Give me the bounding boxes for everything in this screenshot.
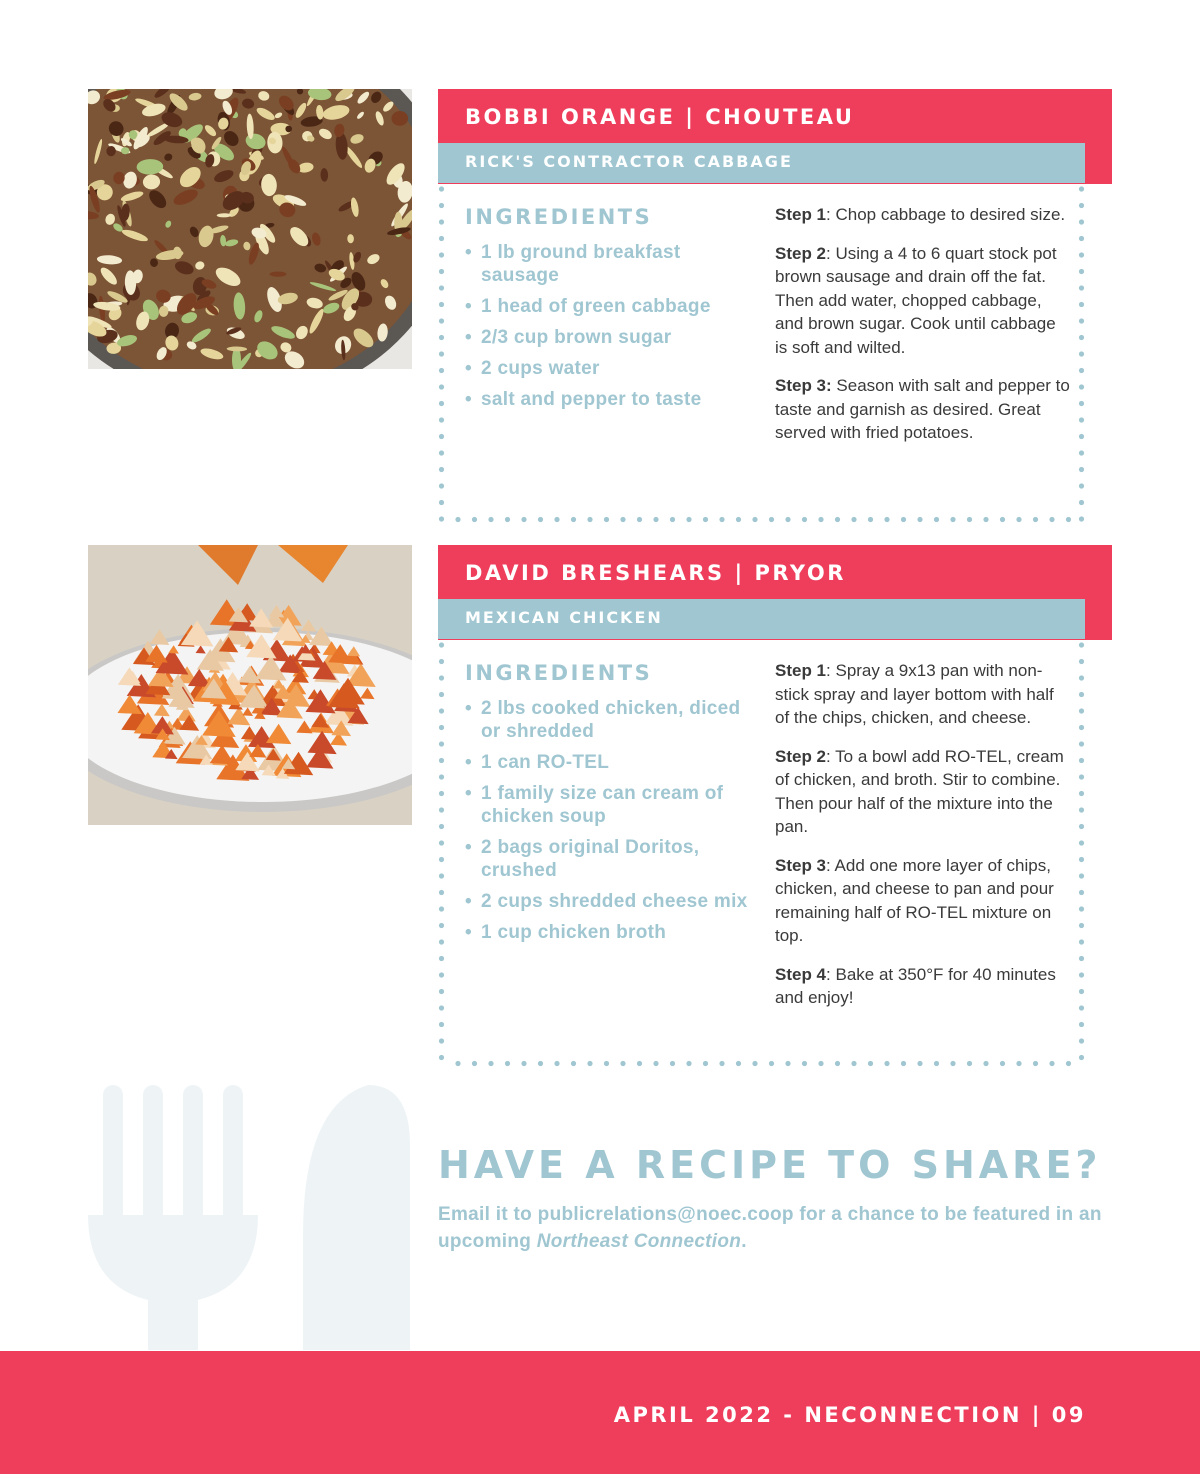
border-dot [521,1061,526,1066]
border-dot [901,517,906,522]
border-dot [1049,517,1054,522]
border-dot [488,517,493,522]
border-dot [917,1061,922,1066]
publication-name: Northeast Connection [536,1231,742,1252]
border-dot [538,1061,543,1066]
border-dot [1079,467,1084,472]
border-dot [1079,725,1084,730]
border-dot [1079,758,1084,763]
ingredient-item: • 2 bags original Doritos, crushed [465,837,700,881]
border-dot [1079,450,1084,455]
border-dot [1079,285,1084,290]
border-dot [439,1005,444,1010]
border-dot [439,791,444,796]
bullet-icon: • [465,837,472,858]
border-dot [1079,302,1084,307]
border-dot [505,517,510,522]
border-dot [884,517,889,522]
border-dot [1079,236,1084,241]
border-dot [1079,906,1084,911]
step-2: Step 2: To a bowl add RO-TEL, cream of chicken, and broth. Stir to combine. Then pour half of the mixture into the pan. [775,746,1064,836]
ingredient-item: • 1 family size can cream of chicken soup [465,783,724,827]
border-dot [719,1061,724,1066]
border-dot [1079,351,1084,356]
fork-and-knife-graphic [88,1085,418,1350]
steps-section [775,203,1070,460]
border-dot [439,939,444,944]
border-dot [1079,219,1084,224]
contributor-name: DAVID BRESHEARS | PRYOR [465,561,846,585]
border-dot [620,517,625,522]
border-dot [1079,516,1084,521]
page-folio: APRIL 2022 - NECONNECTION | 09 [613,1403,1086,1427]
border-dot [1033,517,1038,522]
border-dot [439,285,444,290]
border-dot [439,417,444,422]
border-dot [1079,1022,1084,1027]
border-dot [554,1061,559,1066]
border-dot [736,517,741,522]
recipe-card-2 [438,545,1112,1067]
border-dot [439,725,444,730]
border-dot [1000,1061,1005,1066]
ingredient-item: • 1 can RO-TEL [465,752,610,773]
border-dot [1079,1038,1084,1043]
border-dot [521,517,526,522]
border-dot [439,351,444,356]
border-dot [983,1061,988,1066]
border-dot [670,1061,675,1066]
border-dot [554,517,559,522]
border-dot [818,517,823,522]
border-dot [620,1061,625,1066]
border-dot [1079,434,1084,439]
border-dot [439,857,444,862]
border-dot [1079,692,1084,697]
contributor-name: BOBBI ORANGE | CHOUTEAU [465,105,855,129]
border-dot [505,1061,510,1066]
ingredient-item: • 2/3 cup brown sugar [465,327,672,348]
border-dot [1016,1061,1021,1066]
ingredient-item: • 2 cups shredded cheese mix [465,891,748,912]
border-dot [439,318,444,323]
border-dot [439,269,444,274]
border-dot [802,1061,807,1066]
border-dot [488,1061,493,1066]
recipe-title: RICK'S CONTRACTOR CABBAGE [465,152,793,171]
border-dot [1079,939,1084,944]
recipe-title-banner [438,143,1085,183]
bullet-icon: • [465,296,472,317]
border-dot [934,1061,939,1066]
border-dot [752,517,757,522]
recipe-photo-mexican-chicken [88,545,412,825]
border-dot [967,517,972,522]
border-dot [439,1022,444,1027]
border-dot [1079,741,1084,746]
bullet-icon: • [465,922,472,943]
border-dot [653,1061,658,1066]
border-dot [439,1038,444,1043]
border-dot [439,906,444,911]
ingredients-heading: INGREDIENTS [465,661,653,685]
border-dot [1000,517,1005,522]
border-dot [439,824,444,829]
border-dot [587,517,592,522]
share-heading: HAVE A RECIPE TO SHARE? [438,1143,1102,1187]
border-dot [439,450,444,455]
border-dot [1079,873,1084,878]
border-dot [868,517,873,522]
bullet-icon: • [465,752,472,773]
border-dot [455,517,460,522]
border-dot [439,302,444,307]
bullet-icon: • [465,698,472,719]
step-2: Step 2: Using a 4 to 6 quart stock pot brown sausage and drain off the fat. Then add water, chopped cabbage, and brown sugar. Cook until cabbage is soft and wilted. [775,243,1057,357]
border-dot [637,517,642,522]
border-dot [1079,500,1084,505]
fork-and-knife-icon [88,1085,418,1350]
ingredients-heading: INGREDIENTS [465,205,653,229]
border-dot [439,401,444,406]
border-dot [604,1061,609,1066]
border-dot [785,1061,790,1066]
border-dot [719,517,724,522]
border-dot [703,517,708,522]
border-dot [917,517,922,522]
border-dot [785,517,790,522]
border-dot [1079,318,1084,323]
border-dot [686,517,691,522]
ingredients-list [465,241,755,411]
bullet-icon: • [465,389,472,410]
border-dot [439,483,444,488]
border-dot [439,972,444,977]
border-dot [439,1055,444,1060]
border-dot [439,659,444,664]
recipe-title-banner [438,599,1085,639]
recipe-photo-cabbage [88,89,412,369]
border-dot [1079,923,1084,928]
border-dot [439,741,444,746]
border-dot [818,1061,823,1066]
border-dot [1079,186,1084,191]
step-3: Step 3: Add one more layer of chips, chicken, and cheese to pan and pour remaining half of RO-TEL mixture on top. [775,855,1054,945]
border-dot [439,873,444,878]
border-dot [439,758,444,763]
border-dot [439,186,444,191]
border-dot [835,517,840,522]
border-dot [439,219,444,224]
border-dot [439,368,444,373]
border-dot [851,1061,856,1066]
border-dot [1079,807,1084,812]
border-dot [439,642,444,647]
border-dot [587,1061,592,1066]
cabbage-sausage-skillet-photo [88,89,412,369]
border-dot [439,516,444,521]
border-dot [1079,774,1084,779]
border-dot [439,236,444,241]
share-text: Email it to publicrelations@noec.coop for a chance to be featured in an upcoming Northeast Connection. [438,1204,1102,1252]
border-dot [571,1061,576,1066]
border-dot [472,517,477,522]
steps-section [775,659,1070,1025]
border-dot [439,774,444,779]
bullet-icon: • [465,242,472,263]
border-dot [703,1061,708,1066]
border-dot [868,1061,873,1066]
border-dot [439,923,444,928]
border-dot [439,500,444,505]
border-dot [983,517,988,522]
border-dot [571,517,576,522]
border-dot [1079,840,1084,845]
border-dot [439,384,444,389]
recipe-title: MEXICAN CHICKEN [465,608,663,627]
border-dot [1033,1061,1038,1066]
ingredient-item: • 1 cup chicken broth [465,922,667,943]
border-dot [1079,824,1084,829]
ingredients-section [465,205,755,419]
border-dot [1079,483,1084,488]
border-dot [1079,252,1084,257]
border-dot [752,1061,757,1066]
border-dot [1079,675,1084,680]
border-dot [1079,642,1084,647]
border-dot [1079,890,1084,895]
border-dot [769,1061,774,1066]
border-dot [1079,989,1084,994]
border-dot [653,517,658,522]
ingredients-list [465,697,755,944]
border-dot [455,1061,460,1066]
border-dot [439,708,444,713]
border-dot [884,1061,889,1066]
border-dot [439,692,444,697]
border-dot [1016,517,1021,522]
border-dot [1079,368,1084,373]
border-dot [439,675,444,680]
border-dot [1066,517,1071,522]
border-dot [802,517,807,522]
border-dot [670,517,675,522]
ingredients-section [465,661,755,952]
ingredient-item: • 2 lbs cooked chicken, diced or shredded [465,698,741,742]
border-dot [851,517,856,522]
step-1: Step 1: Spray a 9x13 pan with non-stick spray and layer bottom with half of the chips, chicken, and cheese. [775,661,1054,727]
bullet-icon: • [465,358,472,379]
border-dot [1079,708,1084,713]
border-dot [439,989,444,994]
border-dot [1079,1055,1084,1060]
border-dot [1079,956,1084,961]
ingredient-item: • salt and pepper to taste [465,389,702,410]
border-dot [769,517,774,522]
recipe-card-1 [438,89,1112,523]
food-texture [270,272,287,277]
share-recipe-section [438,1143,1138,1255]
border-dot [1079,417,1084,422]
bullet-icon: • [465,327,472,348]
border-dot [439,252,444,257]
bullet-icon: • [465,783,472,804]
border-dot [538,517,543,522]
border-dot [604,517,609,522]
border-dot [439,203,444,208]
border-dot [472,1061,477,1066]
ingredient-item: • 2 cups water [465,358,600,379]
border-dot [1079,857,1084,862]
border-dot [1049,1061,1054,1066]
page-footer [0,1351,1200,1474]
border-dot [439,840,444,845]
bullet-icon: • [465,891,472,912]
border-dot [950,1061,955,1066]
mexican-chicken-casserole-photo [88,545,412,825]
border-dot [439,807,444,812]
border-dot [1079,791,1084,796]
border-dot [1066,1061,1071,1066]
ingredient-item: • 1 lb ground breakfast sausage [465,242,681,286]
border-dot [686,1061,691,1066]
border-dot [439,434,444,439]
border-dot [439,956,444,961]
border-dot [439,467,444,472]
border-dot [736,1061,741,1066]
step-1: Step 1: Chop cabbage to desired size. [775,205,1066,224]
border-dot [439,335,444,340]
ingredient-item: • 1 head of green cabbage [465,296,711,317]
border-dot [1079,384,1084,389]
border-dot [934,517,939,522]
border-dot [967,1061,972,1066]
border-dot [1079,401,1084,406]
border-dot [901,1061,906,1066]
border-dot [1079,1005,1084,1010]
border-dot [439,890,444,895]
border-dot [1079,972,1084,977]
border-dot [835,1061,840,1066]
border-dot [950,517,955,522]
border-dot [1079,659,1084,664]
step-4: Step 4: Bake at 350°F for 40 minutes and enjoy! [775,964,1056,1007]
border-dot [637,1061,642,1066]
border-dot [1079,203,1084,208]
step-3: Step 3: Season with salt and pepper to taste and garnish as desired. Great served with fried potatoes. [775,376,1070,442]
border-dot [1079,269,1084,274]
border-dot [1079,335,1084,340]
